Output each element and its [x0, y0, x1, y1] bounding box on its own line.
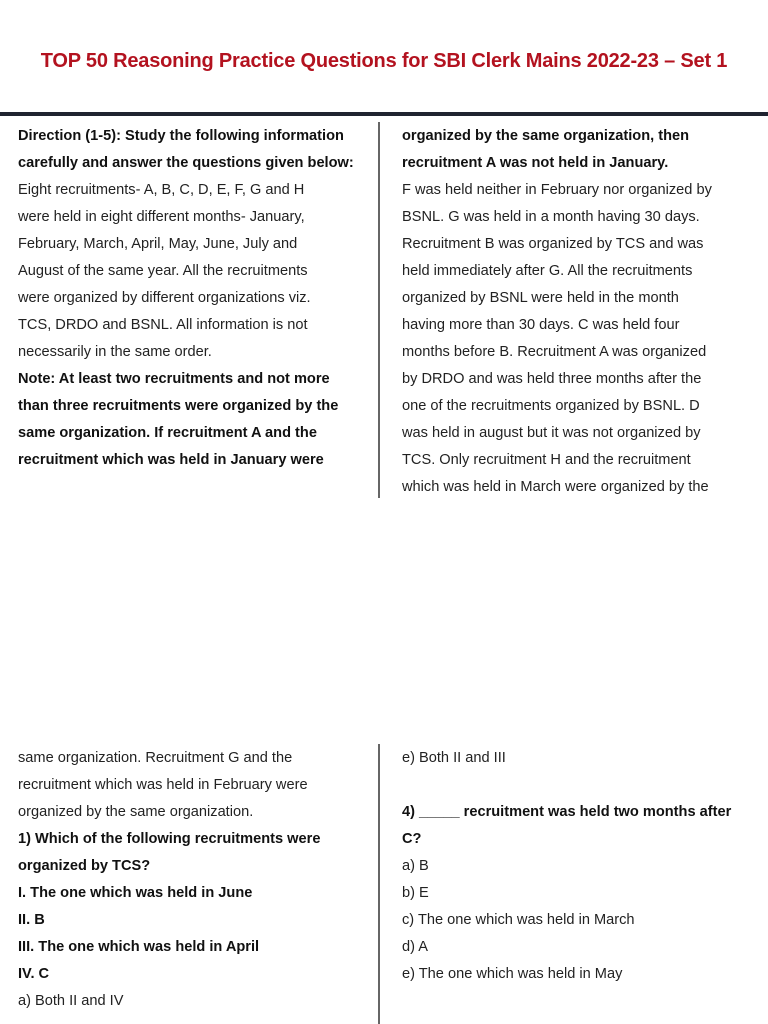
text-line: same organization. If recruitment A and the	[18, 425, 317, 441]
title-divider	[0, 112, 768, 116]
q4-option: d) A	[402, 939, 428, 955]
text-line: III. The one which was held in April	[18, 939, 260, 955]
text-line: TCS. Only recruitment H and the recruitment	[402, 452, 691, 468]
document-title: TOP 50 Reasoning Practice Questions for SBI Clerk Mains 2022-23 – Set 1	[40, 50, 728, 72]
text-line: months before B. Recruitment A was organized	[402, 344, 707, 360]
text-line: organized by TCS?	[18, 858, 151, 874]
spacer	[402, 772, 754, 799]
text-line: 1) Which of the following recruitments were	[18, 831, 321, 847]
text-line: same organization. Recruitment G and the	[18, 750, 293, 766]
text-line: F was held neither in February nor organized by	[402, 182, 712, 198]
text-line: was held in august but it was not organized by	[402, 425, 701, 441]
q4-option: e) The one which was held in May	[402, 966, 623, 982]
text-line: one of the recruitments organized by BSNL. D	[402, 398, 700, 414]
page1-right-column	[402, 123, 754, 501]
text-line: having more than 30 days. C was held four	[402, 317, 680, 333]
text-line: a) Both II and IV	[18, 993, 124, 1009]
text-line: TCS, DRDO and BSNL. All information is not	[18, 317, 308, 333]
page2-right-column	[402, 745, 754, 988]
text-line: BSNL. G was held in a month having 30 days.	[402, 209, 700, 225]
text-line: recruitment which was held in February were	[18, 777, 308, 793]
text-line: IV. C	[18, 966, 50, 982]
q4-option: a) B	[402, 858, 429, 874]
text-line: were held in eight different months- January,	[18, 209, 305, 225]
q4-question-cont: C?	[402, 831, 422, 847]
text-line: by DRDO and was held three months after the	[402, 371, 702, 387]
text-line: organized by the same organization.	[18, 804, 254, 820]
text-line: Direction (1-5): Study the following information	[18, 128, 344, 144]
text-line: I. The one which was held in June	[18, 885, 253, 901]
text-line: Note: At least two recruitments and not more	[18, 371, 330, 387]
text-line: Eight recruitments- A, B, C, D, E, F, G and H	[18, 182, 305, 198]
q4-question: 4) _____ recruitment was held two months after	[402, 804, 732, 820]
text-line: carefully and answer the questions given below:	[18, 155, 354, 171]
page1-left-column	[18, 123, 370, 474]
q3-option-e: e) Both II and III	[402, 750, 506, 766]
text-line: organized by BSNL were held in the month	[402, 290, 679, 306]
column-divider-page1	[378, 122, 380, 498]
text-line: which was held in March were organized by the	[402, 479, 709, 495]
text-line: necessarily in the same order.	[18, 344, 212, 360]
text-line: Recruitment B was organized by TCS and was	[402, 236, 704, 252]
text-line: than three recruitments were organized by the	[18, 398, 339, 414]
text-line: were organized by different organizations viz.	[18, 290, 311, 306]
text-line: recruitment A was not held in January.	[402, 155, 669, 171]
text-line: February, March, April, May, June, July and	[18, 236, 298, 252]
text-line: August of the same year. All the recruitments	[18, 263, 308, 279]
q4-option: b) E	[402, 885, 429, 901]
page2-left-column	[18, 745, 370, 1015]
text-line: II. B	[18, 912, 45, 928]
q4-option: c) The one which was held in March	[402, 912, 635, 928]
column-divider-page2	[378, 744, 380, 1024]
text-line: organized by the same organization, then	[402, 128, 690, 144]
text-line: recruitment which was held in January were	[18, 452, 324, 468]
text-line: held immediately after G. All the recruitments	[402, 263, 693, 279]
